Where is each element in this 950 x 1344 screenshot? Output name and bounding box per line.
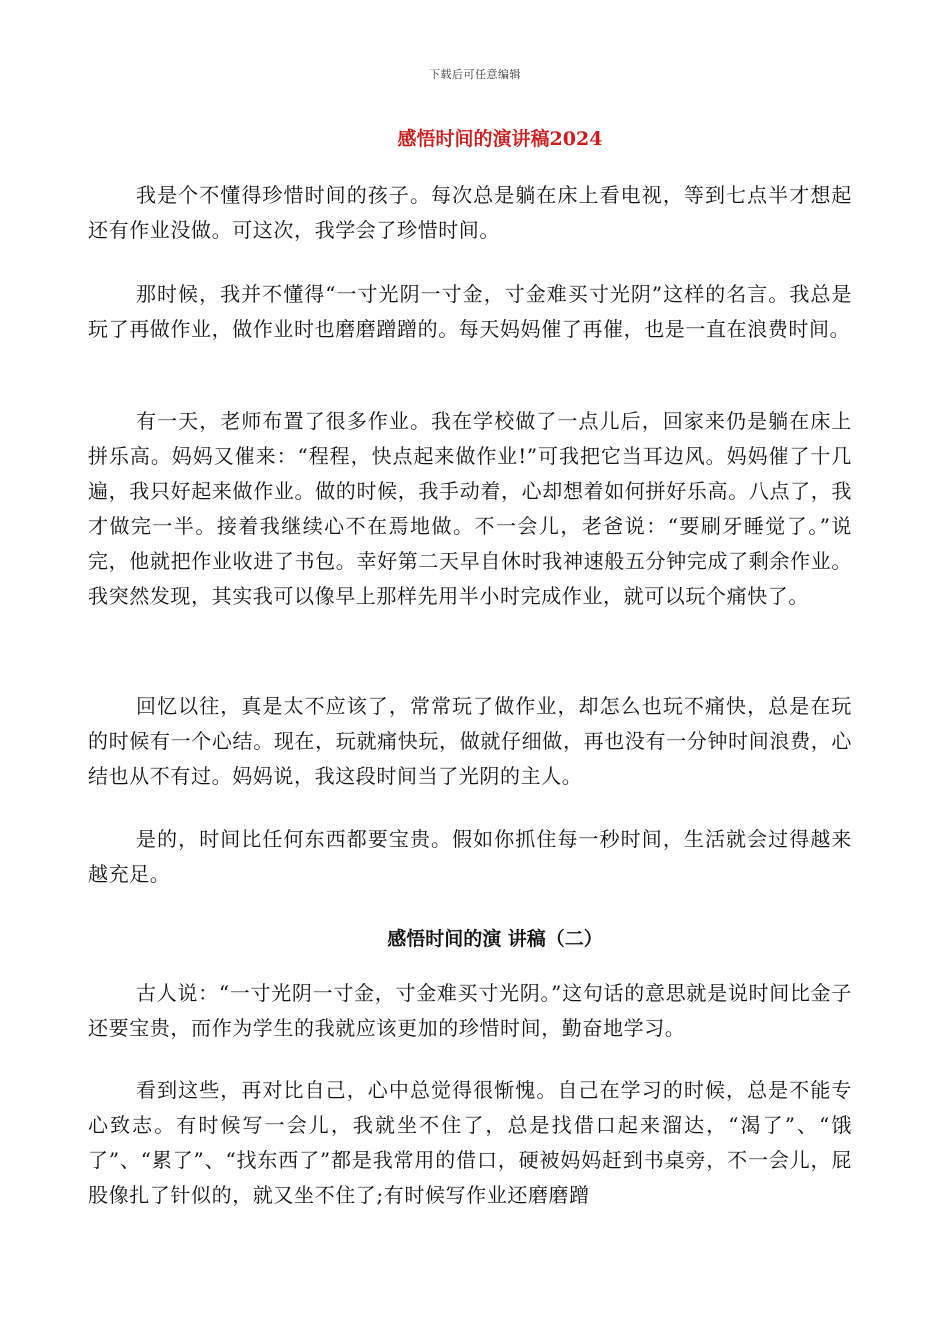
- paragraph-5: 是的，时间比任何东西都要宝贵。假如你抓住每一秒时间，生活就会过得越来越充足。: [88, 827, 852, 886]
- paragraph-3: 有一天，老师布置了很多作业。我在学校做了一点儿后，回家来仍是躺在床上拼乐高。妈妈又催来：“程程，快点起来做作业!”可我把它当耳边风。妈妈催了十几遍，我只好起来做作业。做的时候，我手动着，心却想着如何拼好乐高。八点了，我才做完一半。接着我继续心不在焉地做。不一会儿，老爸说：“要刷牙睡觉了。”说完，他就把作业收进了书包。幸好第二天早自休时我神速般五分钟完成了剩余作业。我突然发现，其实我可以像早上那样先用半小时完成作业，就可以玩个痛快了。: [88, 409, 852, 608]
- paragraph-7: 看到这些，再对比自己，心中总觉得很惭愧。自己在学习的时候，总是不能专心致志。有时候写一会儿，我就坐不住了，总是找借口起来溜达，“渴了”、“饿了”、“累了”、“找东西了”都是我常用的借口，硬被妈妈赶到书桌旁，不一会儿，屁股像扎了针似的，就又坐不住了;有时候写作业还磨磨蹭: [88, 1078, 852, 1207]
- paragraph-2: 那时候，我并不懂得“一寸光阴一寸金，寸金难买寸光阴”这样的名言。我总是玩了再做作业，做作业时也磨磨蹭蹭的。每天妈妈催了再催，也是一直在浪费时间。: [88, 282, 852, 341]
- section-2-title: 感悟时间的演 讲稿（二）: [387, 928, 603, 950]
- paragraph-4: 回忆以往，真是太不应该了，常常玩了做作业，却怎么也玩不痛快，总是在玩的时候有一个心结。现在，玩就痛快玩，做就仔细做，再也没有一分钟时间浪费，心结也从不有过。妈妈说，我这段时间当了光阴的主人。: [88, 694, 852, 788]
- header-note: 下载后可任意编辑: [429, 68, 521, 81]
- paragraph-1: 我是个不懂得珍惜时间的孩子。每次总是躺在床上看电视，等到七点半才想起还有作业没做。可这次，我学会了珍惜时间。: [88, 183, 852, 242]
- document-title: 感悟时间的演讲稿2024: [397, 128, 603, 150]
- paragraph-6: 古人说：“一寸光阴一寸金，寸金难买寸光阴。”这句话的意思就是说时间比金子还要宝贵，而作为学生的我就应该更加的珍惜时间，勤奋地学习。: [88, 981, 852, 1040]
